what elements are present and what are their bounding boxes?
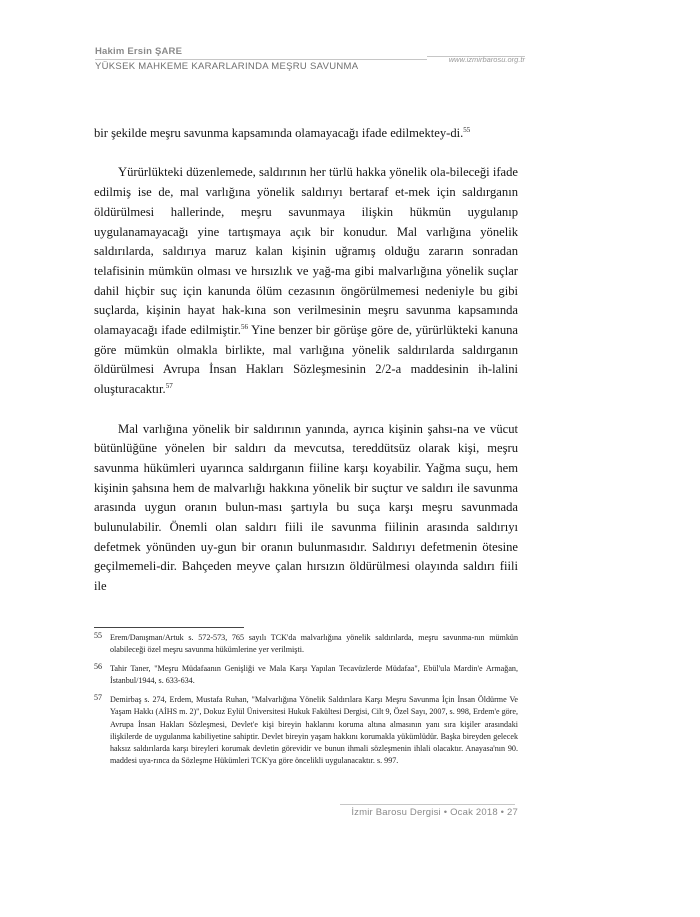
header-article-title: YÜKSEK MAHKEME KARARLARINDA MEŞRU SAVUNMA xyxy=(95,61,359,72)
header-author: Hakim Ersin ŞARE xyxy=(95,46,183,57)
running-footer xyxy=(340,805,520,821)
footnote-55 xyxy=(94,632,518,656)
footer-rule xyxy=(340,804,515,805)
footnote-number: 57 xyxy=(94,693,102,703)
paragraph-2a-text: Yürürlükteki düzenlemede, saldırının her türlü hakka yönelik ola-bileceği ifade edilmiş ise de, mal varlığına yönelik saldırıyı bertaraf et-mek için saldırganın öldürülmesi hallerinde, meşru savunmaya ilişkin hükmün uygulanıp uygulanamayacağı yine tartışmaya açık bir konudur. Mal varlığına yönelik saldırılarda, saldırıya maruz kalan kişinin uğramış olduğu zararın sonradan telafisinin mümkün olması ve hırsızlık ve yağ-ma gibi malvarlığına yönelik suçlar dahil hiçbir suç için kanunda ölüm cezasının öngörülmemesi nedeniyle bu gibi suçlarda, kişinin hayat hak-kına son verilmesinin meşru savunma kapsamında olamayacağı ifade edilmiştir. xyxy=(94,165,518,338)
footer-journal-page: İzmir Barosu Dergisi • Ocak 2018 • 27 xyxy=(351,807,518,818)
footnote-separator xyxy=(94,627,244,628)
footnote-number: 56 xyxy=(94,662,102,672)
footnote-ref-55[interactable]: 55 xyxy=(463,125,471,134)
header-website: www.izmirbarosu.org.tr xyxy=(448,55,525,64)
footnote-number: 55 xyxy=(94,631,102,640)
paragraph-2b-text: Yine benzer bir görüşe göre de, yürürlükteki kanuna göre mümkün olmakla birlikte, mal varlığına yönelik saldırılarda saldırganın öldürülmesi Avrupa İnsan Hakları Sözleşmesinin 2/2-a maddesinin ih-lalini oluşturacaktır. xyxy=(94,323,518,397)
footnote-56 xyxy=(94,663,518,687)
footnote-text: Demirbaş s. 274, Erdem, Mustafa Ruhan, "Malvarlığına Yönelik Saldırılara Karşı Meşru Savunma İçin İnsan Öldürme Ve Yaşam Hakkı (AİHS m. 2)", Dokuz Eylül Üniversitesi Hukuk Fakültesi Dergisi, Cilt 9, Özel Sayı, 2007, s. 998, Erdem'e göre, Avrupa İnsan Hakları Sözleşmesi, Devlet'e kişi bireyin haklarını koruma altına almasının yanı sıra kişiler arasındaki ilişkilerde de uygulanma kabiliyetine sahiptir. Devlet bireyin yaşam hakkını korumakla yükümlüdür. Başka bireyden gelecek haksız saldırılarda karşı bireyleri korumak devletin görevidir ve bunun ihmali sözleşmenin ihlali olacaktır. Anayasa'nın 90. maddesi uya-rınca da Sözleşme Hükümleri TCK'ya göre öncelikli uygulanacaktır. s. 997. xyxy=(110,695,518,765)
footnotes xyxy=(94,632,518,774)
footnote-ref-56[interactable]: 56 xyxy=(240,322,248,331)
footnote-57 xyxy=(94,694,518,767)
paragraph-1 xyxy=(94,124,518,144)
paragraph-3 xyxy=(94,420,518,597)
paragraph-2 xyxy=(94,163,518,399)
paragraph-3-text: Mal varlığına yönelik bir saldırının yanında, ayrıca kişinin şahsı-na ve vücut bütünlüğüne yönelen bir saldırı da mevcutsa, tereddütsüz olarak kişi, meşru savunma hükümleri uyarınca saldırganın fiiline karşı koyabilir. Yağma suçu, hem kişinin şahsına hem de malvarlığı hakkına yönelik bir suçtur ve saldırı ile savunma arasında uygun oranın bulun-ması şartıyla bu suça karşı meşru savunmada bulunulabilir. Önemli olan saldırı fiili ile savunma fiilinin arasında saldırıyı defetmek yönünden uy-gun bir oranın bulunmasıdır. Saldırıyı defetmenin ötesine geçilmemeli-dir. Bahçeden meyve çalan hırsızın öldürülmesi olayında saldırı fiili ile xyxy=(94,421,518,594)
paragraph-1-text: bir şekilde meşru savunma kapsamında olamayacağı ifade edilmektey-di. xyxy=(94,126,464,140)
body-text xyxy=(94,124,518,597)
running-header xyxy=(95,46,525,76)
footnote-text: Erem/Danışman/Artuk s. 572-573, 765 sayılı TCK'da malvarlığına yönelik saldırılarda, meşru savunma-nın mümkün olabileceği özel meşru savunma hükümlerine yer verilmişti. xyxy=(110,633,518,655)
footnote-ref-57[interactable]: 57 xyxy=(165,381,173,390)
header-rule xyxy=(95,59,427,60)
footnote-text: Tahir Taner, "Meşru Müdafaanın Genişliği ve Mala Karşı Yapılan Tecavüzlerde Müdafaa", Ebül'ula Mardin'e Armağan, İstanbul/1944, s. 633-634. xyxy=(110,664,518,686)
